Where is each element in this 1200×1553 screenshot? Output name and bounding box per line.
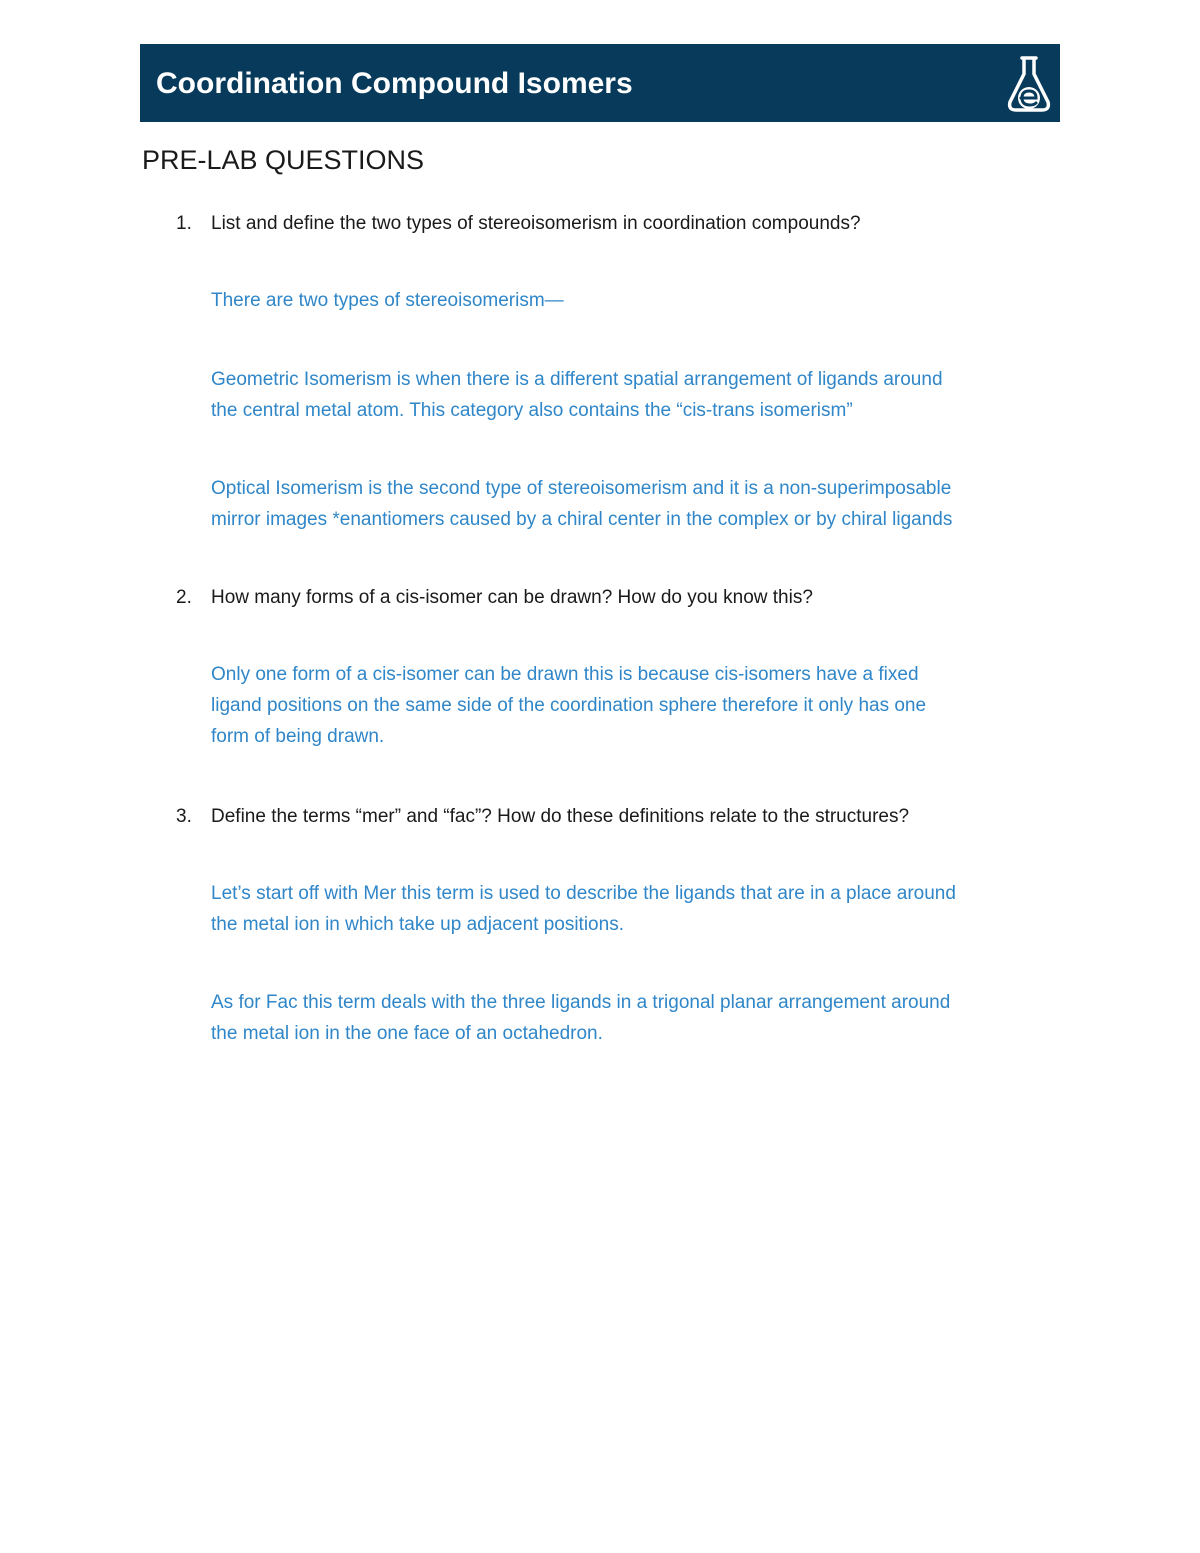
answer-line: Let’s start off with Mer this term is used to describe the ligands that are in a place around	[211, 883, 956, 904]
answer-line: the metal ion in which take up adjacent positions.	[211, 914, 624, 935]
answer-paragraph	[211, 285, 1071, 316]
answer-line: ligand positions on the same side of the coordination sphere therefore it only has one	[211, 695, 927, 716]
question-number: 1.	[176, 213, 192, 234]
answer-paragraph	[211, 878, 1071, 940]
flask-icon	[1006, 54, 1052, 114]
answer-line: Optical Isomerism is the second type of stereoisomerism and it is a non-superimposable	[211, 478, 952, 499]
document-title: Coordination Compound Isomers	[156, 67, 633, 100]
answer-line: form of being drawn.	[211, 726, 385, 747]
question-number: 2.	[176, 587, 192, 608]
answer-paragraph	[211, 473, 1071, 535]
answer-line: mirror images *enantiomers caused by a chiral center in the complex or by chiral ligands	[211, 509, 953, 530]
section-heading: PRE-LAB QUESTIONS	[142, 145, 425, 175]
answer-line: Geometric Isomerism is when there is a different spatial arrangement of ligands around	[211, 369, 943, 390]
question-text: Define the terms “mer” and “fac”? How do these definitions relate to the structures?	[211, 806, 910, 827]
answer-paragraph	[211, 659, 1071, 752]
answer-line: As for Fac this term deals with the three ligands in a trigonal planar arrangement around	[211, 992, 951, 1013]
header-banner	[140, 44, 1060, 122]
answer-line: Only one form of a cis-isomer can be drawn this is because cis-isomers have a fixed	[211, 664, 919, 685]
question-number: 3.	[176, 806, 192, 827]
answer-line: the central metal atom. This category also contains the “cis-trans isomerism”	[211, 400, 853, 421]
answer-line: the metal ion in the one face of an octahedron.	[211, 1023, 603, 1044]
question-text: How many forms of a cis-isomer can be drawn? How do you know this?	[211, 587, 813, 608]
answer-line: There are two types of stereoisomerism—	[211, 290, 564, 311]
answer-paragraph	[211, 364, 1071, 426]
answer-paragraph	[211, 987, 1071, 1049]
question-text: List and define the two types of stereoisomerism in coordination compounds?	[211, 213, 861, 234]
